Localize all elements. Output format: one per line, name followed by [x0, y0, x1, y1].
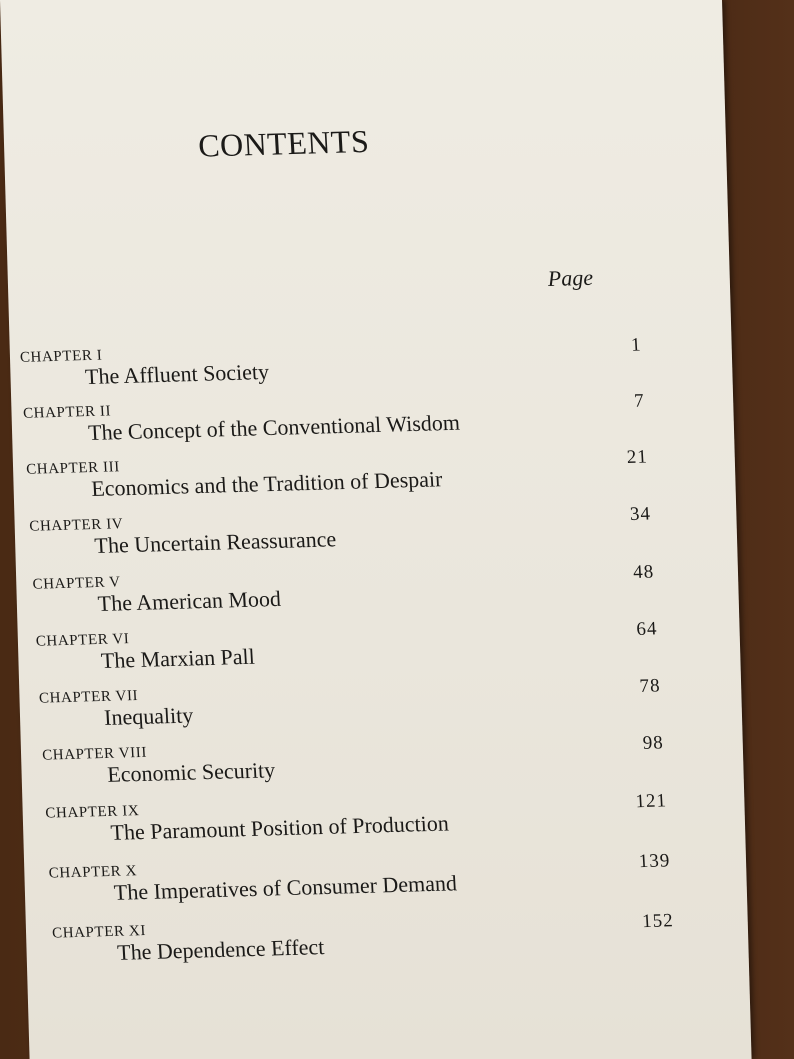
chapter-label: CHAPTER II: [22, 403, 112, 422]
page-number: 139: [638, 850, 671, 873]
chapter-label: CHAPTER I: [19, 347, 103, 366]
chapter-title: The American Mood: [97, 585, 282, 616]
chapter-title: The Concept of the Conventional Wisdom: [87, 409, 461, 446]
chapter-label: CHAPTER III: [25, 459, 121, 478]
page-number: 98: [642, 732, 665, 754]
page-number: 48: [632, 561, 655, 583]
chapter-title: The Marxian Pall: [100, 643, 256, 673]
chapter-label: CHAPTER X: [48, 863, 138, 882]
chapter-label: CHAPTER XI: [51, 923, 147, 942]
chapter-title: The Paramount Position of Production: [109, 810, 450, 845]
chapter-title: The Dependence Effect: [116, 934, 325, 965]
page-number: 1: [630, 334, 643, 356]
chapter-label: CHAPTER VII: [38, 687, 139, 707]
chapter-title: Inequality: [103, 702, 194, 730]
page-number: 78: [638, 675, 662, 697]
chapter-title: The Affluent Society: [84, 358, 270, 390]
page-number: 121: [634, 790, 668, 813]
chapter-title: Economic Security: [106, 757, 276, 787]
chapter-label: CHAPTER VIII: [41, 744, 148, 764]
page-number: 21: [626, 446, 649, 469]
page-number: 7: [633, 390, 646, 412]
page-title: CONTENTS: [197, 122, 371, 164]
chapter-title: Economics and the Tradition of Despair: [90, 466, 443, 502]
page-number: 152: [641, 910, 675, 933]
chapter-label: CHAPTER VI: [35, 631, 130, 650]
page-column-label: Page: [547, 264, 594, 292]
chapter-label: CHAPTER IV: [28, 516, 124, 535]
chapter-title: The Imperatives of Consumer Demand: [113, 870, 458, 905]
page-number: 34: [629, 503, 652, 526]
chapter-label: CHAPTER V: [32, 574, 122, 593]
chapter-label: CHAPTER IX: [45, 803, 140, 822]
page-number: 64: [635, 618, 658, 640]
chapter-title: The Uncertain Reassurance: [93, 526, 337, 558]
